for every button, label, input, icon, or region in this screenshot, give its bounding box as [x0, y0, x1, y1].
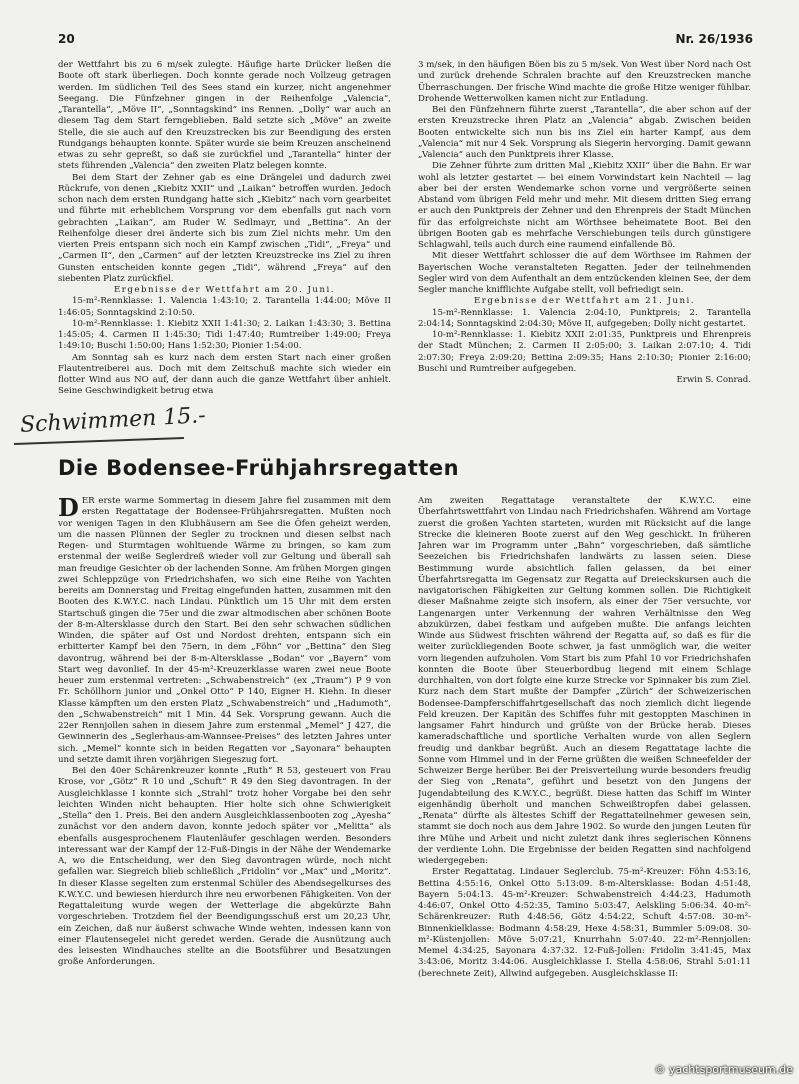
top-left-column [58, 60, 391, 400]
paragraph: Die Zehner führte zum dritten Mal „Kiebitz XXII“ über die Bahn. Er war wohl als letzter gestartet — bei einem Vorwindstart kein Nachteil — lag aber bei der ersten Wendemarke schon vorne und vergrößerte seinen Abstand vom übrigen Feld mehr und mehr. Mit diesem dritten Sieg errang er auch den Punktpreis der Zehner und den Ehrenpreis der Stadt München für das erfolgreichste nicht am Wörthsee beheimatete Boot. Bei den übrigen Booten gab es mehrfache Verschiebungen teils durch günstigere Schlagwahl, teils auch durch eine raumend einfallende Bö. [418, 161, 751, 250]
results-paragraph: Erster Regattatag. Lindauer Seglerclub. 75-m²-Kreuzer: Föhn 4:53:16, Bettina 4:55:16, Onkel Otto 5:13:09. 8-m-Altersklasse: Bodan 4:51:48, Bayern 5:04:13. 45-m²-Kreuzer: Schwabenstreich 4:44:23, Hadumoth 4:46:07, Onkel Otto 4:52:35, Tamino 5:03:47, Aelskling 5:06:34. 40-m²-Schärenkreuzer: Ruth 4:48:56, Götz 4:54:22, Schuft 4:57:08. 30-m²-Binnenkielklasse: Bodmann 4:58:29, Hexe 4:58:31, Bummler 5:09:08. 30-m²-Küstenjollen: Möve 5:07:21, Knurrhahn 5:07:40. 22-m²-Rennjollen: Memel 4:34:25, Sayonara 4:37:32. 12-Fuß-Jollen: Fridolin 3:41:45, Max 3:43:06, Moritz 3:44:06. Ausgleichklasse I. Stella 4:58:06, Strahl 5:01:11 (berechnete Zeit), Allwind aufgegeben. Ausgleichsklasse II: [418, 867, 751, 979]
watermark: © yachtsportmuseum.de [654, 1063, 793, 1076]
paragraph: Am zweiten Regattatage veranstaltete der K.W.Y.C. eine Überfahrtswettfahrt von Lindau nach Friedrichshafen. Während am Vortage zuerst die großen Yachten starteten, wurden mit Rücksicht auf die lange Strecke die kleineren Boote zuerst auf den Weg geschickt. In früheren Jahren war im Programm unter „Bahn“ vorgeschrieben, daß sämtliche Seezeichen bis Friedrichshafen landwärts zu lassen seien. Diese Bestimmung wurde absichtlich fallen gelassen, da bei einer Überfahrtsregatta im Gegensatz zur Regatta auf Dreieckskursen auch die navigatorischen Fähigkeiten zur Geltung kommen sollen. Die Richtigkeit dieser Maßnahme zeigte sich insofern, als einer der 75er versuchte, vor Langenargen unter Verkennung der wahren Verhältnisse den Weg abzukürzen, dabei festkam und aufgeben mußte. Die anfangs leichten Winde aus Südwest frischten während der Regatta auf, so daß es für die weiter zurückliegenden Boote schwer, ja fast unmöglich war, die weiter vorn liegenden aufzuholen. Vom Start bis zum Pfahl 10 vor Friedrichshafen konnten die Boote über Steuerbordbug liegend mit einem Schlage durchhalten, von dort folgte eine kurze Strecke vor Spinnaker bis zum Ziel. Kurz nach dem Start mußte der Dampfer „Zürich“ der Schweizerischen Bodensee-Dampferschiffahrtgesellschaft das noch ziemlich dicht liegende Feld kreuzen. Der Kapitän des Schiffes fuhr mit gestoppten Maschinen in langsamer Fahrt hindurch und grüßte von der Brücke herab. Dieses kameradschaftliche und sportliche Verhalten wurde von allen Seglern freudig und dankbar begrüßt. Auch an diesem Regattatage lachte die Sonne vom Himmel und in der Ferne grüßten die weißen Schneefelder der Schweizer Berge herüber. Bei der Preisverteilung wurde besonders freudig der Sieg von „Renata“, geführt und besetzt von den Jungens der Jugendabteilung des K.W.Y.C., begrüßt. Diese hatten das Schiff im Winter eigenhändig überholt und manchen Schweißtropfen dabei gelassen. „Renata“ dürfte als ältestes Schiff der Regattateilnehmer gewesen sein, stammt sie doch noch aus dem Jahre 1902. So wurde den jungen Leuten für ihre Mühe und Arbeit und nicht zuletzt dank ihres seglerischen Könnens der verdiente Lohn. Die Ergebnisse der beiden Regatten sind nachfolgend wiedergegeben: [418, 496, 751, 866]
paragraph: 3 m/sek, in den häufigen Böen bis zu 5 m/sek. Von West über Nord nach Ost und zurück drehende Schralen brachte auf den Kreuzstrecken manche Überraschungen. Der frische Wind machte die große Hitze weniger fühlbar. Drohende Wetterwolken kamen nicht zur Entladung. [418, 60, 751, 104]
paragraph: Bei dem Start der Zehner gab es eine Drängelei und dadurch zwei Rückrufe, von denen „Kiebitz XXII“ und „Laikan“ betroffen wurden. Jedoch schon nach dem ersten Rundgang hatte sich „Kiebitz“ nach vorn gearbeitet und führte mit erheblichem Vorsprung vor dem ebenfalls gut nach vorn gebrachten „Laikan“, am Ruder W. Sedlmayr, und „Bettina“. An der Reihenfolge dieser drei änderte sich bis zum Ziel nichts mehr. Um den vierten Preis entspann sich noch ein Kampf zwischen „Tidi“, „Freya“ und „Carmen II“, den „Carmen“ auf der letzten Kreuzstrecke ins Ziel zu ihren Gunsten entscheiden konnte gegen „Tidi“, während „Freya“ auf den siebenten Platz zurückfiel. [58, 172, 391, 284]
article-title: Die Bodensee-Frühjahrsregatten [58, 456, 460, 480]
paragraph-text: ER erste warme Sommertag in diesem Jahre fiel zusammen mit dem ersten Regattatage der Bodensee-Frühjahrsregatten. Mußten noch vor wenigen Tagen in den Klubhäusern am See die Öfen geheizt werden, um die nassen Plünnen der Segler zu trocknen und diesen selbst nach Regen- und Sturmtagen wohltuende Wärme zu bringen, so kam zum erstenmal der weiße Seglerdreß wieder voll zur Geltung und überall sah man freudige Gesichter ob der lachenden Sonne. Am frühen Morgen gingen zwei Schleppzüge von Friedrichshafen, wo sich eine Reihe von Yachten bereits am Donnerstag und Freitag eingefunden hatten, zusammen mit den Booten des K.W.Y.C. nach Lindau. Pünktlich um 15 Uhr mit dem ersten Startschuß gingen die 75er und die zwar altmodischen aber schönen Boote der 8-m-Altersklasse durch den Start. Bei den sehr schwachen südlichen Winden, die später auf Ost und Nordost drehten, entspann sich ein erbitterter Kampf bei den 75ern, in dem „Föhn“ vor „Bettina“ den Sieg davontrug, während bei der 8-m-Altersklasse „Bodan“ vor „Bayern“ vom Start weg davonlief. In der 45-m²-Kreuzerklasse waren zwei neue Boote heuer zum erstenmal vertreten: „Schwabenstreich“ (ex „Traum“) P 9 von Fr. Schöllhorn junior und „Onkel Otto“ P 140, Eigner H. Kiehn. In dieser Klasse kämpften um den ersten Platz „Schwabenstreich“ und „Hadumoth“, den „Schwabenstreich“ mit 1 Min. 44 Sek. Vorsprung gewann. Auch die 22er Rennjollen sahen in diesem Jahre zum erstenmal „Memel“ J 427, die Gewinnerin des „Seglerhaus-am-Wannsee-Preises“ des letzten Jahres unter sich. „Memel“ konnte sich in beiden Regatten vor „Sayonara“ behaupten und setzte damit ihren vorjährigen Siegeszug fort. [58, 496, 391, 765]
page-number: 20 [58, 32, 75, 46]
results-10m: 10-m²-Rennklasse: 1. Kiebitz XXII 2:01:35, Punktpreis und Ehrenpreis der Stadt München; 2. Carmen II 2:05:00; 3. Laikan 2:07:10; 4. Tidi 2:07:30; Freya 2:09:20; Bettina 2:09:35; Hans 2:10:30; Pionier 2:16:00; Buschi und Rumtreiber aufgegeben. [418, 330, 751, 374]
results-heading: Ergebnisse der Wettfahrt am 21. Juni. [474, 296, 695, 307]
author-signature: Erwin S. Conrad. [676, 375, 751, 385]
results-15m: 15-m²-Rennklasse: 1. Valencia 1:43:10; 2. Tarantella 1:44:00; Möve II 1:46:05; Sonntagskind 2:10:50. [58, 296, 391, 318]
paragraph: Am Sonntag sah es kurz nach dem ersten Start nach einer großen Flautentreiberei aus. Doch mit dem Zeitschuß machte sich wieder ein flotter Wind aus NO auf, der dann auch die ganze Wettfahrt über anhielt. Seine Geschwindigkeit betrug etwa [58, 352, 391, 397]
article-left-column [58, 496, 391, 1056]
handwritten-note: Schwimmen 15.- [19, 403, 207, 438]
paragraph: Bei den 40er Schärenkreuzer konnte „Ruth“ R 53, gesteuert von Frau Krose, vor „Götz“ R 10 und „Schuft“ R 49 den Sieg davontragen. In der Ausgleichklasse I konnte sich „Strahl“ trotz hoher Vorgabe bei den sehr leichten Winden nicht behaupten. Hier holte sich ohne Schwierigkeit „Stella“ den 1. Preis. Bei den andern Ausgleichklassenbooten zog „Ayesha“ zunächst vor den andern davon, konnte jedoch später vor „Melitta“ als ebenfalls ausgesprochenem Flautenläufer geschlagen werden. Besonders interessant war der Kampf der 12-Fuß-Dingis in der Nähe der Wendemarke A, wo die Entscheidung, wer den Sieg davontragen würde, noch nicht gefallen war. Siegreich blieb schließlich „Fridolin“ vor „Max“ und „Moritz“. In dieser Klasse segelten zum erstenmal Schüler des Abendsegelkurses des K.W.Y.C. und bewiesen hierdurch ihre neu erworbenen Fähigkeiten. Von der Regattaleitung wurde wegen der Wetterlage die abgekürzte Bahn vorgeschrieben. Trotzdem fiel der Beendigungsschuß erst um 20,23 Uhr, ein Zeichen, daß nur äußerst schwache Winde wehten, indessen kann von einer Flautensegelei nicht geredet werden. Gerade die Ausnützung auch des leisesten Windhauches stellte an die Bootsführer und Besatzungen große Anforderungen. [58, 766, 391, 968]
results-10m: 10-m²-Rennklasse: 1. Kiebitz XXII 1:41:30; 2. Laikan 1:43:30; 3. Bettina 1:45:05; 4. Carmen II 1:45:30; Tidi 1:47:40; Rumtreiber 1:49:00; Freya 1:49:10; Buschi 1:50:00; Hans 1:52:30; Pionier 1:54:00. [58, 318, 391, 352]
results-heading: Ergebnisse der Wettfahrt am 20. Juni. [114, 285, 335, 295]
paragraph: der Wettfahrt bis zu 6 m/sek zulegte. Häufige harte Drücker ließen die Boote oft stark überliegen. Doch konnte gerade noch Vollzeug getragen werden. Im südlichen Teil des Sees stand ein kurzer, nicht angenehmer Seegang. Die Fünfzehner gingen in der Reihenfolge „Valencia“, „Tarantella“, „Möve II“, „Sonntagskind“ ins Rennen. „Dolly“ war auch an diesem Tag dem Start ferngeblieben. Bald setzte sich „Möve“ an zweite Stelle, die sie auch auf den Kreuzstrecken bis zur Beendigung des ersten Rundgangs behaupten konnte. Später wurde sie beim Kreuzen anscheinend etwas zu sehr gepreßt, so daß sie zurückfiel und „Tarantella“ hinter der stets führenden „Valencia“ den zweiten Platz belegen konnte. [58, 60, 391, 172]
article-right-column [418, 496, 751, 1056]
drop-cap: D [58, 496, 79, 522]
paragraph: Mit dieser Wettfahrt schlosser die auf dem Wörthsee im Rahmen der Bayerischen Woche veranstalteten Regatten. Jeder der teilnehmenden Segler wird von dem Aufenthalt an dem entzückenden kleinen See, der dem Segler manche knifflichte Aufgabe stellt, voll befriedigt sein. [418, 251, 751, 295]
paragraph [58, 496, 391, 766]
top-right-column [418, 60, 751, 400]
handwritten-underline [14, 437, 184, 445]
issue-number: Nr. 26/1936 [675, 32, 753, 46]
paragraph: Bei den Fünfzehnern führte zuerst „Tarantella“, die aber schon auf der ersten Kreuzstrecke ihren Platz an „Valencia“ abgab. Zwischen beiden Booten entwickelte sich nun bis ins Ziel ein harter Kampf, aus dem „Valencia“ mit nur 4 Sek. Vorsprung als Siegerin hervorging. Damit gewann „Valencia“ auch den Punktpreis ihrer Klasse. [418, 105, 751, 160]
results-15m: 15-m²-Rennklasse: 1. Valencia 2:04:10, Punktpreis; 2. Tarantella 2:04:14; Sonntagskind 2:04:30; Möve II, aufgegeben; Dolly nicht gestartet. [418, 307, 751, 329]
